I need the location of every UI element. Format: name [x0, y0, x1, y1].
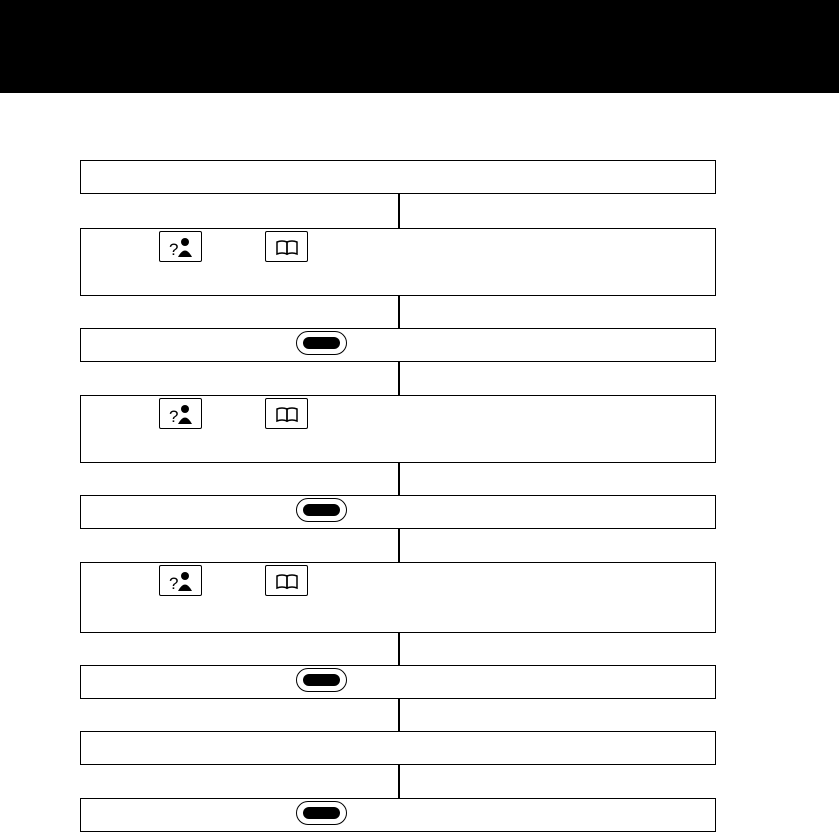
flow-step-7 — [80, 665, 716, 699]
ok-key-icon — [296, 498, 347, 522]
flow-connector — [398, 529, 400, 562]
flow-step-2 — [80, 228, 716, 296]
header-bar — [0, 0, 839, 93]
flow-step-5 — [80, 495, 716, 529]
flow-connector — [398, 699, 400, 731]
flow-step-3 — [80, 328, 716, 362]
flow-connector — [398, 633, 400, 665]
flow-connector — [398, 194, 400, 228]
flow-step-9 — [80, 798, 716, 832]
flow-step-6 — [80, 562, 716, 633]
book-icon — [265, 398, 308, 429]
flow-connector — [398, 463, 400, 495]
flow-connector — [398, 362, 400, 395]
flow-step-1 — [80, 160, 716, 194]
ok-key-icon — [296, 801, 347, 825]
guide-person-icon — [159, 231, 202, 262]
ok-key-icon — [296, 668, 347, 692]
flow-step-8 — [80, 731, 716, 765]
book-icon — [265, 565, 308, 596]
guide-person-icon — [159, 398, 202, 429]
flow-step-4 — [80, 395, 716, 463]
ok-key-icon — [296, 331, 347, 355]
guide-person-icon — [159, 565, 202, 596]
flow-connector — [398, 296, 400, 328]
svg-text:?: ? — [169, 240, 179, 259]
svg-text:?: ? — [169, 574, 179, 593]
book-icon — [265, 231, 308, 262]
flow-connector — [398, 765, 400, 798]
svg-text:?: ? — [169, 407, 179, 426]
